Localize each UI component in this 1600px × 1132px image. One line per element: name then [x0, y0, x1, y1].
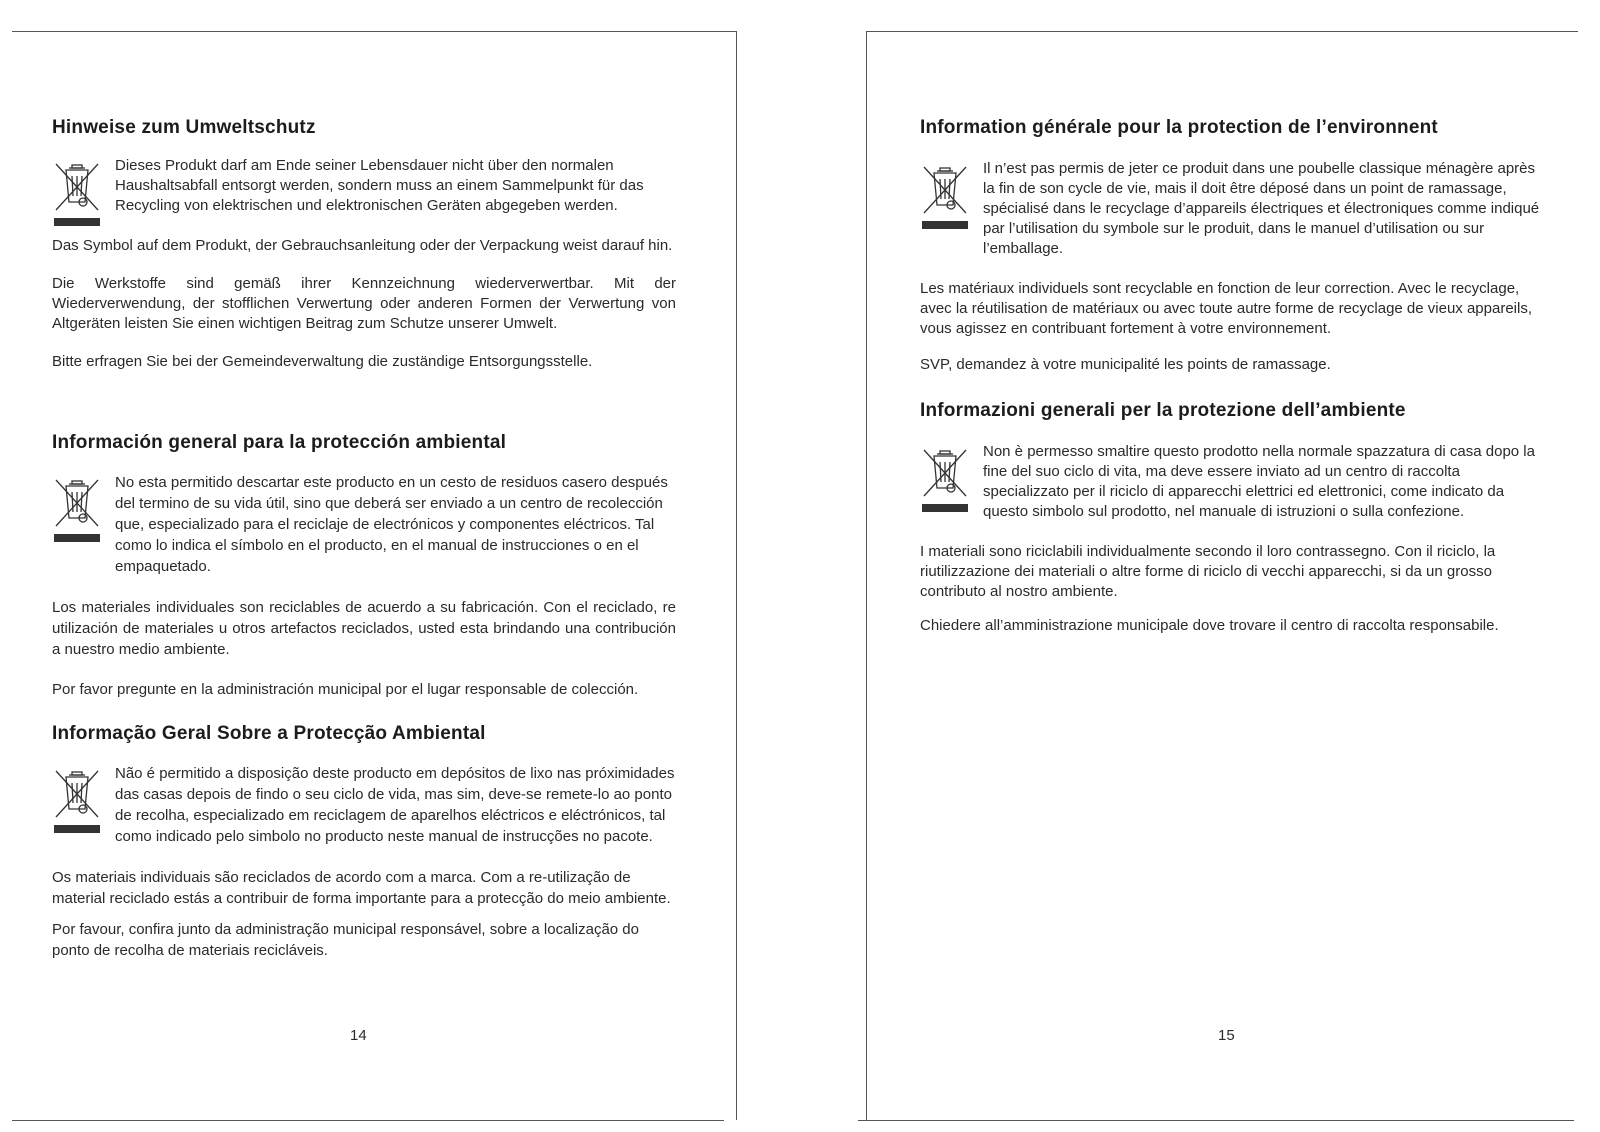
paragraph-german-3: Bitte erfragen Sie bei der Gemeindeverwaltung die zuständige Entsorgungsstelle. — [52, 353, 593, 370]
paragraph-german-2: Die Werkstoffe sind gemäß ihrer Kennzeichnung wiederverwertbar. Mit der Wiederverwendung, der stofflichen Verwertung oder anderen Formen der Verwertung von Altgeräten leisten Sie einen wichtigen Beitrag zum Schutze unserer Umwelt. — [52, 275, 676, 332]
weee-bin-icon — [52, 472, 102, 546]
weee-bin-icon — [52, 763, 102, 837]
page-14 — [52, 0, 676, 1132]
weee-bin-icon — [920, 159, 970, 233]
paragraph-portuguese-1: Os materiais individuais são reciclados de acordo com a marca. Com a re-utilização de material reciclado estás a contribuir de forma importante para a protecção do meio ambiente. — [52, 869, 671, 907]
paragraph-italian-1: I materiali sono riciclabili individualmente secondo il loro contrassegno. Con il riciclo, la riutilizzazione dei materiali o altre forme di riciclo di vecchi apparecchi, si da un grosso contributo al nostro ambiente. — [920, 543, 1496, 600]
lead-french — [920, 159, 1540, 259]
lead-portuguese — [52, 763, 676, 847]
weee-bin-icon — [920, 442, 970, 516]
section-french — [920, 117, 1540, 375]
paragraph-spanish-1: Los materiales individuales son reciclables de acuerdo a su fabricación. Con el reciclado, re utilización de materiales u otros artefactos reciclados, usted esta brindando una contribución a nuestro medio ambiente. — [52, 599, 676, 658]
lead-text-portuguese: Não é permitido a disposição deste producto em depósitos de lixo nas próximidades das casas depois de findo o seu ciclo de vida, mas sim, deve-se remete-lo ao ponto de recolha, especializado em reciclagem de aparelhos eléctricos e eléctrónicos, tal como indicado pelo simbolo no producto neste manual de instrucções no pacote. — [115, 765, 675, 845]
paragraph-german-1: Das Symbol auf dem Produkt, der Gebrauchsanleitung oder der Verpackung weist darauf hin. — [52, 237, 673, 254]
page-number: 15 — [1218, 1027, 1235, 1044]
lead-text-french: Il n’est pas permis de jeter ce produit dans une poubelle classique ménagère après la fin de son cycle de vie, mais il doit être déposé dans un point de ramassage, spécialisé dans le recyclage d’appareils électriques et électroniques comme indiqué par l’utilisation du symbole sur le produit, dans le manuel d’utilisation ou sur l’emballage. — [983, 160, 1540, 257]
section-spanish — [52, 432, 676, 700]
paragraph-italian-2: Chiedere all’amministrazione municipale dove trovare il centro di raccolta responsabile. — [920, 617, 1499, 634]
paragraph-french-2: SVP, demandez à votre municipalité les points de ramassage. — [920, 356, 1331, 373]
heading-german: Hinweise zum Umweltschutz — [52, 117, 316, 138]
weee-bin-icon — [52, 156, 102, 230]
section-german — [52, 117, 676, 372]
heading-french: Information générale pour la protection de l’environnent — [920, 117, 1438, 138]
heading-italian: Informazioni generali per la protezione dell’ambiente — [920, 400, 1406, 421]
paragraph-french-1: Les matériaux individuels sont recyclable en fonction de leur correction. Avec le recyclage, avec la réutilisation de matériaux ou avec toute autre forme de recyclage de vieux appareils, vous agissez en contribuant fortement à votre environnement. — [920, 280, 1533, 337]
page-15 — [920, 0, 1540, 1132]
paragraph-spanish-2: Por favor pregunte en la administración municipal por el lugar responsable de colección. — [52, 681, 639, 698]
section-italian — [920, 400, 1540, 636]
lead-spanish — [52, 472, 676, 577]
paragraph-portuguese-2: Por favour, confira junto da administração municipal responsável, sobre a localização do ponto de recolha de materiais recicláveis. — [52, 921, 639, 959]
lead-text-german: Dieses Produkt darf am Ende seiner Lebensdauer nicht über den normalen Haushaltsabfall entsorgt werden, sondern muss an einem Sammelpunkt für das Recycling von elektrischen und elektronischen Geräten abgegeben werden. — [115, 157, 644, 214]
left-page-right-rule — [736, 31, 737, 1120]
heading-spanish: Información general para la protección ambiental — [52, 432, 507, 453]
page-number: 14 — [350, 1027, 367, 1044]
lead-german — [52, 156, 676, 216]
heading-portuguese: Informação Geral Sobre a Protecção Ambiental — [52, 723, 486, 744]
lead-text-italian: Non è permesso smaltire questo prodotto nella normale spazzatura di casa dopo la fine del suo ciclo di vita, ma deve essere inviato ad un centro di raccolta specializzato per il riciclo di apparecchi elettrici ed elettronici, come indicato da questo simbolo sul prodotto, nel manuale di istruzioni o sulla confezione. — [983, 443, 1535, 520]
lead-text-spanish: No esta permitido descartar este producto en un cesto de residuos casero después del termino de su vida útil, sino que deberá ser enviado a un centro de recolección que, especializado para el reciclaje de electrónicos y componentes eléctricos. Tal como lo indica el símbolo en el producto, en el manual de instrucciones o en el empaquetado. — [115, 474, 668, 575]
right-page-left-rule — [866, 31, 867, 1120]
lead-italian — [920, 442, 1540, 522]
section-portuguese — [52, 723, 676, 961]
